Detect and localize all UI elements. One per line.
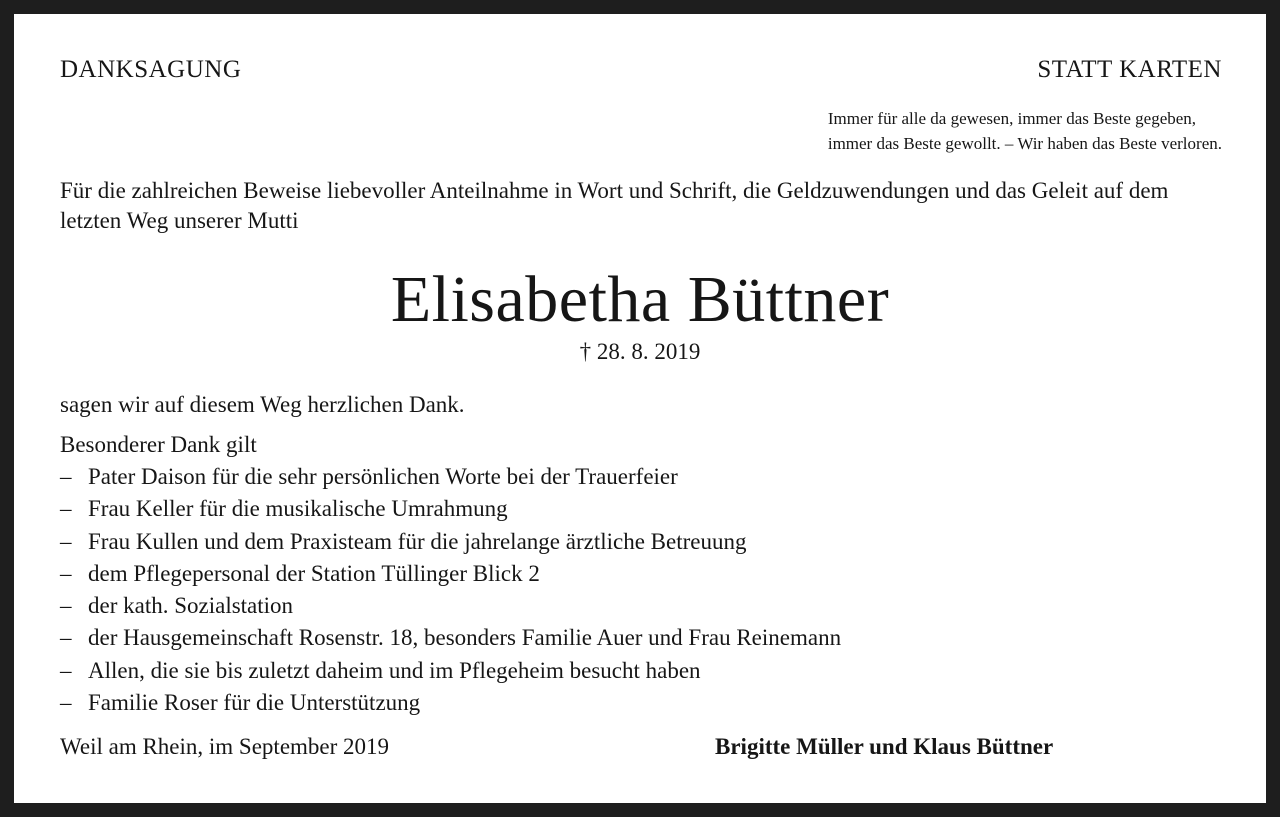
list-item-text: Frau Keller für die musikalische Umrahmung (88, 496, 508, 522)
notice-type-label: DANKSAGUNG (60, 56, 242, 83)
dash-bullet: – (60, 625, 72, 651)
list-item-text: Pater Daison für die sehr persönlichen Worte bei der Trauerfeier (88, 464, 678, 489)
dash-bullet: – (60, 657, 72, 683)
signers: Brigitte Müller und Klaus Büttner (715, 734, 1054, 759)
list-item (60, 558, 841, 590)
list-item (60, 493, 841, 525)
motto-line: Immer für alle da gewesen, immer das Beste gegeben, (827, 109, 1197, 128)
special-thanks-list (60, 461, 841, 719)
list-item (60, 461, 841, 493)
list-item-text: dem Pflegepersonal der Station Tüllinger Blick 2 (88, 560, 540, 586)
dash-bullet: – (60, 560, 72, 586)
dash-bullet: – (60, 496, 72, 522)
motto-line: immer das Beste gewollt. – Wir haben das Beste verloren. (827, 134, 1222, 153)
statt-karten-label: STATT KARTEN (1037, 56, 1222, 83)
list-item-text: Frau Kullen und dem Praxisteam für die jahrelange ärztliche Betreuung (88, 528, 747, 554)
deceased-name: Elisabetha Büttner (390, 263, 890, 336)
list-item (60, 622, 841, 654)
dash-bullet: – (60, 690, 72, 716)
place-and-date: Weil am Rhein, im September 2019 (60, 734, 390, 759)
thanks-line: sagen wir auf diesem Weg herzlichen Dank. (60, 392, 465, 417)
list-item (60, 655, 841, 687)
list-item-text: der Hausgemeinschaft Rosenstr. 18, besonders Familie Auer und Frau Reinemann (88, 625, 842, 651)
special-thanks-heading: Besonderer Dank gilt (60, 432, 257, 457)
intro-paragraph: Für die zahlreichen Beweise liebevoller Anteilnahme in Wort und Schrift, die Geldzuwendungen und das Geleit auf dem letzten Weg unserer Mutti (60, 178, 1169, 233)
death-date: † 28. 8. 2019 (579, 339, 701, 364)
list-item-text: der kath. Sozialstation (88, 593, 294, 619)
list-item (60, 526, 841, 558)
list-item (60, 590, 841, 622)
motto-quote (828, 106, 1222, 156)
list-item (60, 687, 841, 719)
list-item-text: Familie Roser für die Unterstützung (88, 690, 421, 716)
dash-bullet: – (60, 593, 72, 619)
list-item-text: Allen, die sie bis zuletzt daheim und im Pflegeheim besucht haben (88, 657, 701, 683)
dash-bullet: – (60, 464, 72, 489)
obituary-notice (14, 14, 1266, 803)
dash-bullet: – (60, 528, 72, 554)
